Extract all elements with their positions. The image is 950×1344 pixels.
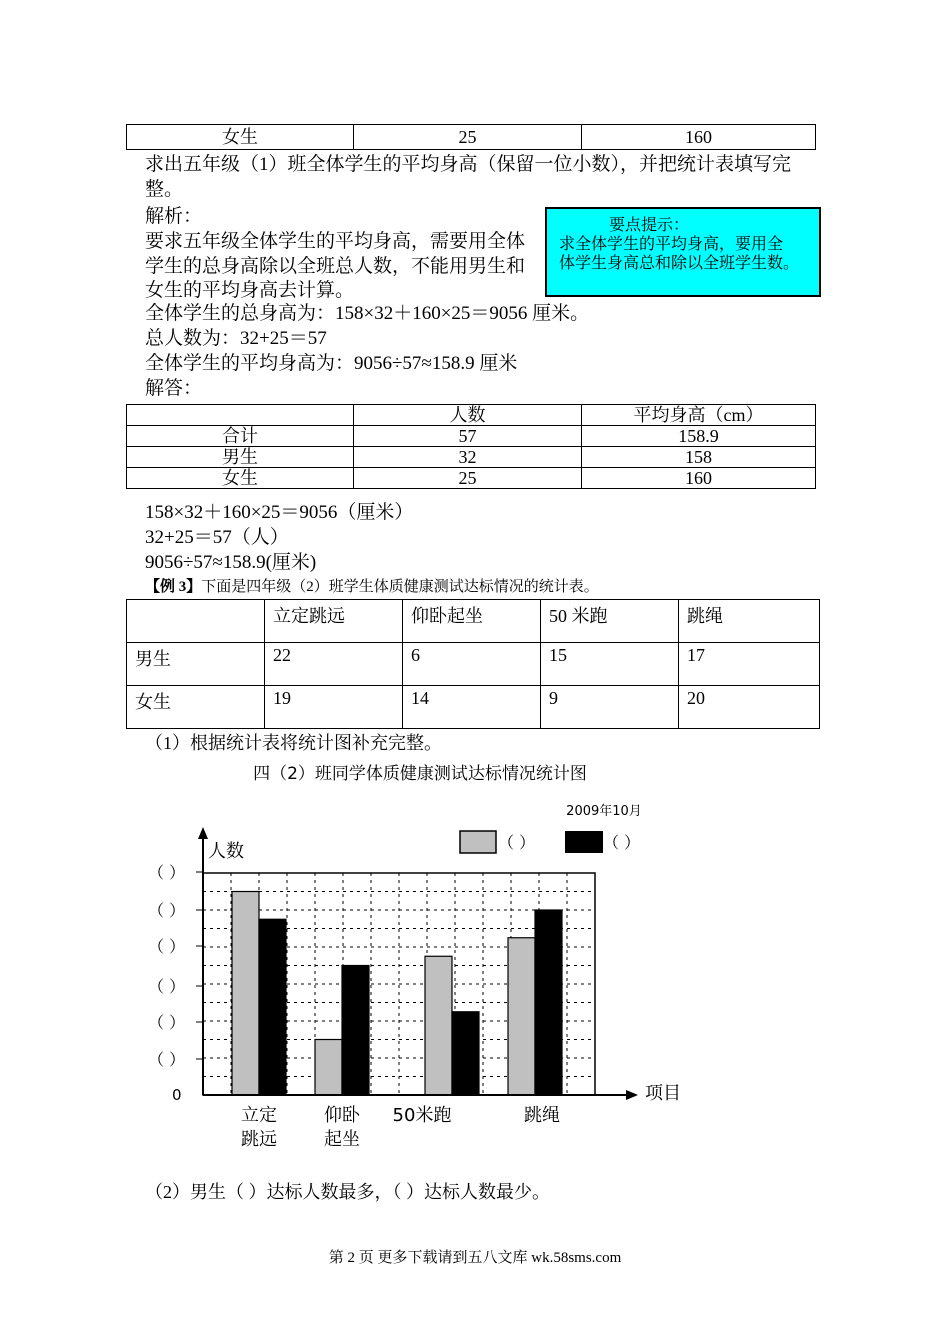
table-cell: 女生: [127, 125, 354, 150]
table-cell: 14: [403, 686, 541, 729]
table-row: [127, 447, 816, 468]
table-cell: 25: [354, 468, 582, 489]
table-cell: 男生: [127, 643, 265, 686]
top-table-fragment: [126, 124, 816, 150]
bar-black-2: [452, 1012, 479, 1095]
table-cell: 男生: [127, 447, 354, 468]
table-cell: 158: [582, 447, 816, 468]
answer-calc-1: 158×32＋160×25＝9056（厘米）: [145, 502, 414, 523]
table-header-cell: 50 米跑: [541, 600, 679, 643]
answer-table: [126, 404, 816, 489]
table-cell: 22: [265, 643, 403, 686]
table-cell: 160: [582, 468, 816, 489]
y-tick-label: （ ）: [148, 863, 186, 882]
y-tick-label: （ ）: [148, 1013, 186, 1032]
table-header-cell: [127, 600, 265, 643]
chart-bars: [232, 892, 562, 1096]
bar-chart: [140, 755, 700, 1155]
analysis-label: 解析：: [145, 206, 203, 227]
chart-date: 2009年10月: [566, 804, 642, 819]
x-tick-label: 立定: [241, 1105, 277, 1126]
calc-total-people: 总人数为：32+25＝57: [145, 328, 327, 349]
table-header-cell: [127, 405, 354, 426]
x-tick-label: 50米跑: [392, 1105, 452, 1126]
table-cell: 9: [541, 686, 679, 729]
origin-label: 0: [172, 1086, 182, 1104]
bar-black-3: [535, 910, 562, 1095]
table-header-cell: 平均身高（cm）: [582, 405, 816, 426]
table-cell: 女生: [127, 686, 265, 729]
example3-intro: [145, 577, 599, 597]
table-cell: 158.9: [582, 426, 816, 447]
y-axis-label: 人数: [208, 841, 244, 862]
legend-swatch-gray: [460, 831, 496, 853]
hint-box: [545, 207, 821, 297]
answer-calc-3: 9056÷57≈158.9(厘米): [145, 552, 317, 573]
bar-gray-3: [508, 938, 535, 1095]
x-tick-label: 跳远: [241, 1129, 277, 1150]
y-tick-label: （ ）: [148, 937, 186, 956]
x-axis-arrow-icon: [626, 1090, 638, 1100]
example3-question-1: （1）根据统计表将统计图补充完整。: [145, 733, 442, 753]
hint-line-2: 体学生身高总和除以全班学生数。: [559, 255, 800, 272]
y-tick-labels: [148, 863, 203, 1069]
y-axis-arrow-icon: [198, 827, 208, 839]
bar-black-0: [259, 919, 286, 1095]
page-footer: 第 2 页 更多下载请到五八文库 wk.58sms.com: [328, 1250, 622, 1266]
table-cell: 6: [403, 643, 541, 686]
bar-gray-0: [232, 892, 259, 1096]
table-cell: 32: [354, 447, 582, 468]
table-cell: 20: [679, 686, 820, 729]
hint-title: 要点提示：: [609, 217, 690, 234]
calc-average: 全体学生的平均身高为：9056÷57≈158.9 厘米: [145, 353, 518, 374]
question-line-2: 整。: [145, 179, 184, 200]
table-header-row: [127, 600, 820, 643]
bar-gray-1: [315, 1040, 342, 1096]
question-line-1: 求出五年级（1）班全体学生的平均身高（保留一位小数），并把统计表填写完: [145, 154, 792, 175]
y-tick-label: （ ）: [148, 901, 186, 920]
bar-black-1: [342, 966, 369, 1096]
table-header-cell: 仰卧起坐: [403, 600, 541, 643]
analysis-line-3: 女生的平均身高去计算。: [145, 280, 355, 301]
x-tick-label: 起坐: [324, 1129, 360, 1150]
table-cell: 19: [265, 686, 403, 729]
table-cell: 160: [582, 125, 816, 150]
x-tick-label: 跳绳: [524, 1105, 560, 1126]
table-row: [127, 125, 816, 150]
legend-label-gray: （ ）: [498, 833, 536, 852]
analysis-line-2: 学生的总身高除以全班总人数，不能用男生和: [145, 256, 526, 277]
legend-swatch-black: [565, 831, 603, 853]
y-tick-label: （ ）: [148, 1050, 186, 1069]
table-row: [127, 686, 820, 729]
table-cell: 57: [354, 426, 582, 447]
chart-title: 四（2）班同学体质健康测试达标情况统计图: [253, 764, 587, 784]
example3-question-2: （2）男生（ ）达标人数最多，（ ）达标人数最少。: [145, 1182, 550, 1202]
calc-total-height: 全体学生的总身高为：158×32＋160×25＝9056 厘米。: [145, 303, 590, 324]
table-row: [127, 468, 816, 489]
table-header-row: [127, 405, 816, 426]
table-cell: 15: [541, 643, 679, 686]
bar-gray-2: [425, 956, 452, 1095]
legend-label-black: （ ）: [603, 833, 641, 852]
answer-label: 解答：: [145, 378, 203, 399]
x-tick-labels: [241, 1104, 560, 1150]
table-cell: 25: [354, 125, 582, 150]
table-cell: 17: [679, 643, 820, 686]
y-tick-label: （ ）: [148, 977, 186, 996]
analysis-line-1: 要求五年级全体学生的平均身高，需要用全体: [145, 231, 526, 252]
table-header-cell: 人数: [354, 405, 582, 426]
table-header-cell: 立定跳远: [265, 600, 403, 643]
table-cell: 女生: [127, 468, 354, 489]
table-header-cell: 跳绳: [679, 600, 820, 643]
example3-table: [126, 599, 820, 729]
table-cell: 合计: [127, 426, 354, 447]
x-tick-label: 仰卧: [324, 1105, 360, 1126]
hint-line-1: 求全体学生的平均身高，要用全: [559, 236, 784, 253]
example3-text: 下面是四年级（2）班学生体质健康测试达标情况的统计表。: [201, 579, 599, 595]
example3-label: 【例 3】: [145, 579, 202, 595]
answer-calc-2: 32+25＝57（人）: [145, 527, 289, 548]
table-row: [127, 643, 820, 686]
x-axis-label: 项目: [645, 1083, 681, 1104]
table-row: [127, 426, 816, 447]
